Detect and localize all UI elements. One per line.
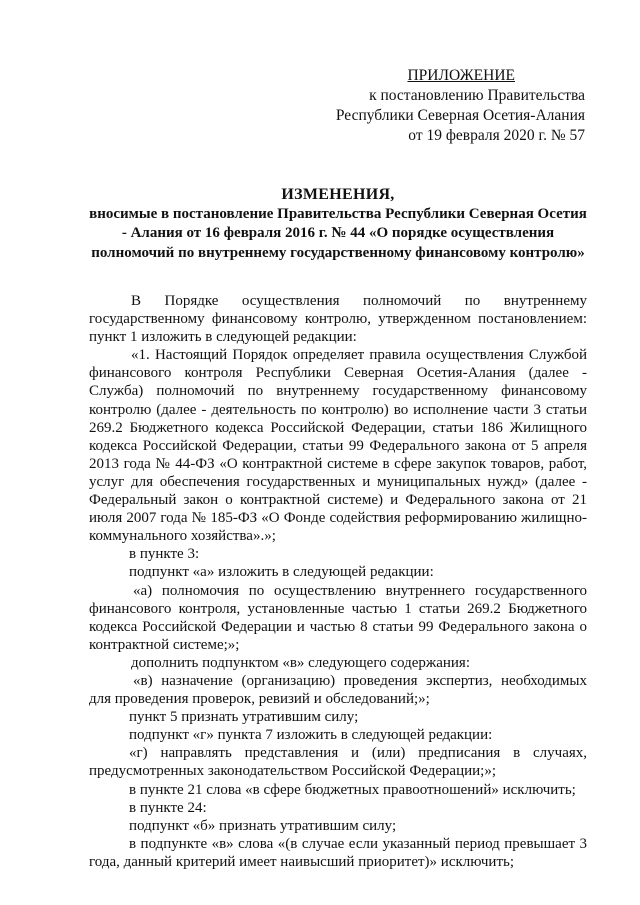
heading-subtitle: вносимые в постановление Правительства Республики Северная Осетия - Алания от 16 февраля 2016 г. № 44 «О порядке осуществления полномочий по внутреннему государственному финансовому контролю» — [89, 205, 587, 261]
appendix-line-3: от 19 февраля 2020 г. № 57 — [408, 127, 585, 144]
heading-title: ИЗМЕНЕНИЯ, — [281, 186, 395, 203]
appendix-block — [330, 66, 585, 146]
paragraph: в пункте 3: — [129, 546, 200, 563]
document-heading — [88, 185, 588, 263]
paragraph: подпункт «а» изложить в следующей редакции: — [129, 564, 434, 581]
paragraph: «г) направлять представления и (или) предписания в случаях, предусмотренных законодательством Российской Федерации;»; — [89, 745, 587, 780]
paragraph: «а) полномочия по осуществлению внутреннего государственного финансового контроля, установленные частью 1 статьи 269.2 Бюджетного кодекса Российской Федерации и частью 8 статьи 99 Федерального закона о контрактной системе;»; — [89, 582, 587, 653]
paragraph: в пункте 24: — [129, 799, 207, 816]
appendix-line-2: Республики Северная Осетия-Алания — [335, 107, 585, 124]
document-body — [89, 292, 587, 871]
paragraph: подпункт «б» признать утратившим силу; — [129, 817, 397, 834]
paragraph: пункт 5 признать утратившим силу; — [129, 709, 359, 726]
paragraph: в пункте 21 слова «в сфере бюджетных правоотношений» исключить; — [129, 781, 576, 798]
paragraph: дополнить подпунктом «в» следующего содержания: — [131, 654, 471, 671]
paragraph: В Порядке осуществления полномочий по внутреннему государственному финансовому контролю, утвержденном постановлением: пункт 1 изложить в следующей редакции: — [89, 293, 587, 346]
paragraph: подпункт «г» пункта 7 изложить в следующей редакции: — [129, 727, 493, 744]
paragraph: «1. Настоящий Порядок определяет правила осуществления Службой финансового контроля Республики Северная Осетия-Алания (далее - Служба) полномочий по внутреннему государственному финансовому контролю (далее - деятельность по контролю) во исполнение части 3 статьи 269.2 Бюджетного кодекса Российской Федерации, статьи 186 Жилищного кодекса Российской Федерации, статьи 99 Федерального закона от 5 апреля 2013 года № 44-ФЗ «О контрактной системе в сфере закупок товаров, работ, услуг для обеспечения государственных и муниципальных нужд» (далее - Федеральный закон о контрактной системе) и Федерального закона от 21 июля 2007 года № 185-ФЗ «О Фонде содействия реформированию жилищно-коммунального хозяйства».»; — [89, 347, 587, 545]
appendix-line-1: к постановлению Правительства — [369, 87, 585, 104]
paragraph: «в) назначение (организацию) проведения экспертиз, необходимых для проведения проверок, ревизий и обследований;»; — [89, 672, 587, 708]
appendix-title: ПРИЛОЖЕНИЕ — [407, 67, 515, 84]
paragraph: в подпункте «в» слова «(в случае если указанный период превышает 3 года, данный критерий имеет наивысший приоритет)» исключить; — [89, 835, 587, 870]
